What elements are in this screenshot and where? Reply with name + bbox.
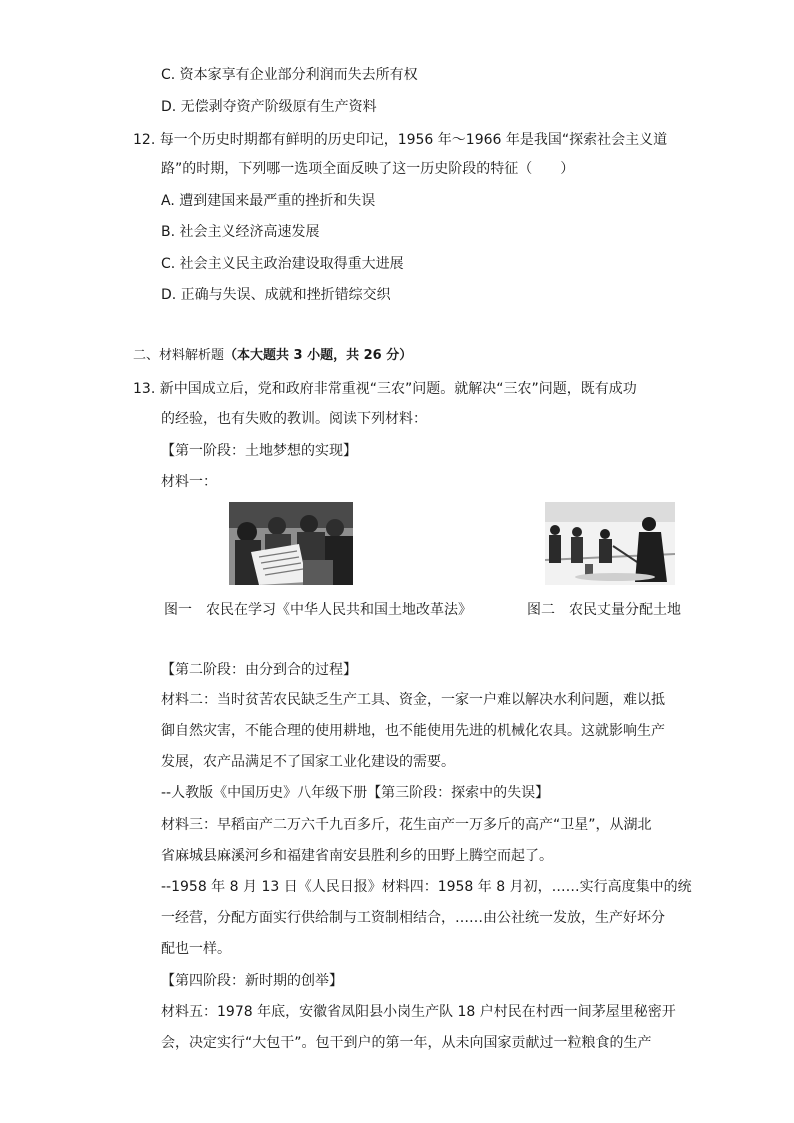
q13-source2-and-stage3: --人教版《中国历史》八年级下册【第三阶段：探索中的失误】 <box>161 785 550 801</box>
q13-stem-line1: 13. 新中国成立后，党和政府非常重视“三农”问题。就解决“三农”问题，既有成功 <box>133 381 637 397</box>
q13-material4-line2: 一经营，分配方面实行供给制与工资制相结合，……由公社统一发放，生产好坏分 <box>161 910 665 926</box>
figure1-photo-art <box>229 502 353 585</box>
q12-option-b: B. 社会主义经济高速发展 <box>161 224 320 240</box>
q13-stage4-heading: 【第四阶段：新时期的创举】 <box>161 973 343 989</box>
q11-option-c: C. 资本家享有企业部分利润而失去所有权 <box>161 67 418 83</box>
figure1-caption: 图一 农民在学习《中华人民共和国土地改革法》 <box>164 602 472 618</box>
q13-material3-line2: 省麻城县麻溪河乡和福建省南安县胜利乡的田野上腾空而起了。 <box>161 848 553 864</box>
figure2-caption: 图二 农民丈量分配土地 <box>527 602 681 618</box>
q12-stem-line1: 12. 每一个历史时期都有鲜明的历史印记，1956 年～1966 年是我国“探索社会主义道 <box>133 132 668 148</box>
section2-heading-detail: （本大题共 3 小题，共 26 分） <box>224 348 413 363</box>
q13-material5-line1: 材料五：1978 年底，安徽省凤阳县小岗生产队 18 户村民在村西一间茅屋里秘密开 <box>161 1004 676 1020</box>
q13-material5-line2: 会，决定实行“大包干”。包干到户的第一年，从未向国家贡献过一粒粮食的生产 <box>161 1035 652 1051</box>
q13-material2-line2: 御自然灾害，不能合理的使用耕地，也不能使用先进的机械化农具。这就影响生产 <box>161 723 665 739</box>
figure1-photo <box>229 502 353 585</box>
q13-stage2-heading: 【第二阶段：由分到合的过程】 <box>161 662 357 678</box>
q13-material1-label: 材料一： <box>161 474 217 490</box>
q12-option-d: D. 正确与失误、成就和挫折错综交织 <box>161 287 391 303</box>
q13-material4-line3: 配也一样。 <box>161 941 231 957</box>
section2-heading-prefix: 二、材料解析题 <box>133 348 225 363</box>
q12-option-c: C. 社会主义民主政治建设取得重大进展 <box>161 256 404 272</box>
q13-stem-line2: 的经验，也有失败的教训。阅读下列材料： <box>161 411 427 427</box>
q11-option-d: D. 无偿剥夺资产阶级原有生产资料 <box>161 99 377 115</box>
q13-material3-line1: 材料三：早稻亩产二万六千九百多斤，花生亩产一万多斤的高产“卫星”，从湖北 <box>161 817 652 833</box>
section2-heading <box>133 346 412 366</box>
figure2-photo-art <box>545 502 675 585</box>
q13-material2-line1: 材料二：当时贫苦农民缺乏生产工具、资金，一家一户难以解决水利问题，难以抵 <box>161 692 665 708</box>
q13-source3-and-material4: --1958 年 8 月 13 日《人民日报》材料四：1958 年 8 月初，……实行高度集中的统 <box>161 879 692 895</box>
q12-stem-line2: 路”的时期，下列哪一选项全面反映了这一历史阶段的特征（ ） <box>161 161 575 177</box>
figure2-photo <box>545 502 675 585</box>
q13-stage1-heading: 【第一阶段：土地梦想的实现】 <box>161 443 357 459</box>
q12-option-a: A. 遭到建国来最严重的挫折和失误 <box>161 193 376 209</box>
q13-material2-line3: 发展，农产品满足不了国家工业化建设的需要。 <box>161 754 455 770</box>
